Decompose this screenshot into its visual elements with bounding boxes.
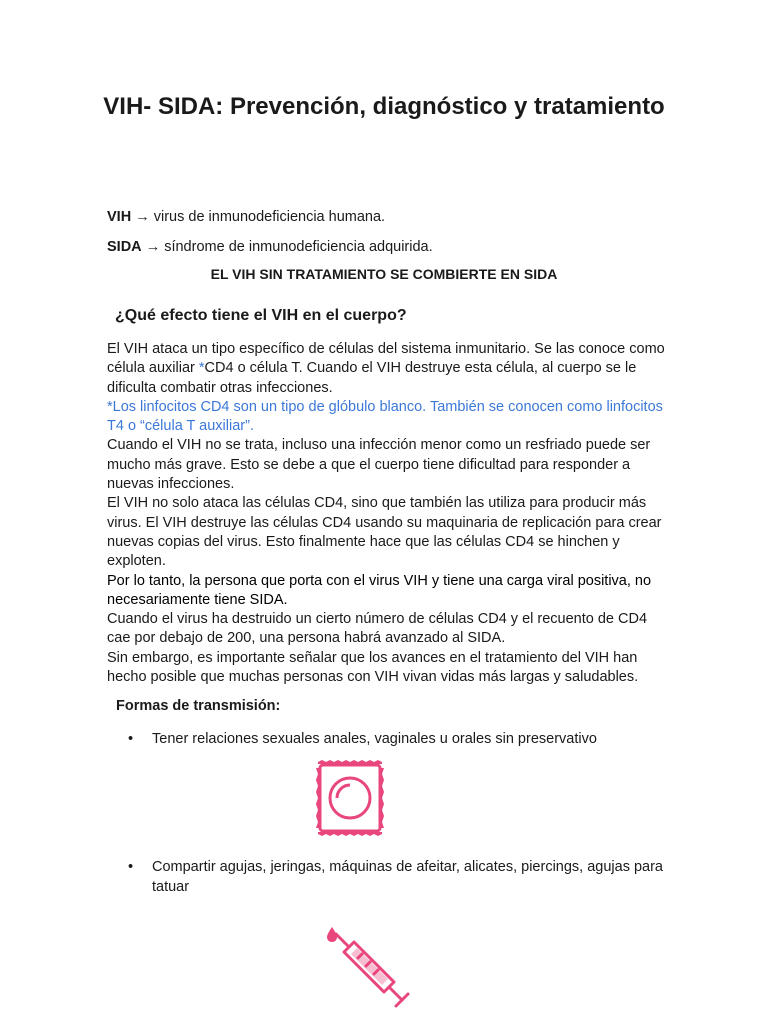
section-heading: ¿Qué efecto tiene el VIH en el cuerpo? — [115, 307, 407, 324]
bullet-icon: • — [128, 859, 134, 875]
body-text — [107, 340, 667, 687]
paragraph-2: Cuando el VIH no se trata, incluso una infección menor como un resfriado puede ser mucho más grave. Esto se debe a que el cuerpo tiene dificultad para responder a nuevas infecciones. — [107, 437, 651, 493]
paragraph-4: Por lo tanto, la persona que porta con el virus VIH y tiene una carga viral positiva, no necesariamente tiene SIDA. — [107, 572, 652, 608]
paragraph-5: Cuando el virus ha destruido un cierto número de células CD4 y el recuento de CD4 cae por debajo de 200, una persona habrá avanzado al SIDA. — [107, 611, 648, 647]
definition-vih — [107, 207, 385, 227]
condom-icon — [315, 760, 385, 836]
paragraph-6: Sin embargo, es importante señalar que los avances en el tratamiento del VIH han hecho posible que muchas personas con VIH vivan vidas más largas y saludables. — [107, 649, 639, 686]
arrow-icon: → — [135, 209, 150, 225]
definition-sida — [107, 237, 433, 257]
list-item — [128, 857, 668, 897]
warning-heading: EL VIH SIN TRATAMIENTO SE COMBIERTE EN SIDA — [210, 266, 558, 282]
syringe-icon — [324, 924, 412, 1010]
paragraph-1-part-a: El VIH ataca un tipo específico de células del sistema inmunitario. Se las conoce como célula auxiliar — [107, 341, 665, 377]
bullet-icon: • — [128, 731, 134, 747]
footnote-note: *Los linfocitos CD4 son un tipo de glóbulo blanco. También se conocen como linfocitos T4 o “célula T auxiliar”. — [107, 398, 663, 435]
paragraph-1-part-b: CD4 o célula T. Cuando el VIH destruye esta célula, al cuerpo se le dificulta combatir otras infecciones. — [107, 360, 637, 396]
list-item-text: Compartir agujas, jeringas, máquinas de afeitar, alicates, piercings, agujas para tatuar — [152, 859, 663, 895]
definition-term: SIDA — [107, 239, 142, 255]
paragraph-1 — [107, 340, 667, 398]
definition-term: VIH — [107, 209, 132, 225]
transmission-heading: Formas de transmisión: — [116, 698, 281, 714]
paragraph-3: El VIH no solo ataca las células CD4, sino que también las utiliza para producir más virus. El VIH destruye las células CD4 usando su maquinaria de replicación para crear nuevas copias del virus. Esto finalmente hace que las células CD4 se hinchen y exploten. — [107, 495, 662, 570]
definition-text: virus de inmunodeficiencia humana. — [153, 209, 386, 225]
arrow-icon: → — [145, 239, 161, 255]
definition-text: síndrome de inmunodeficiencia adquirida. — [164, 239, 433, 255]
footnote-marker: * — [198, 360, 205, 377]
list-item-text: Tener relaciones sexuales anales, vaginales u orales sin preservativo — [152, 731, 597, 747]
list-item — [128, 729, 668, 749]
document-title: VIH- SIDA: Prevención, diagnóstico y tratamiento — [103, 93, 665, 120]
